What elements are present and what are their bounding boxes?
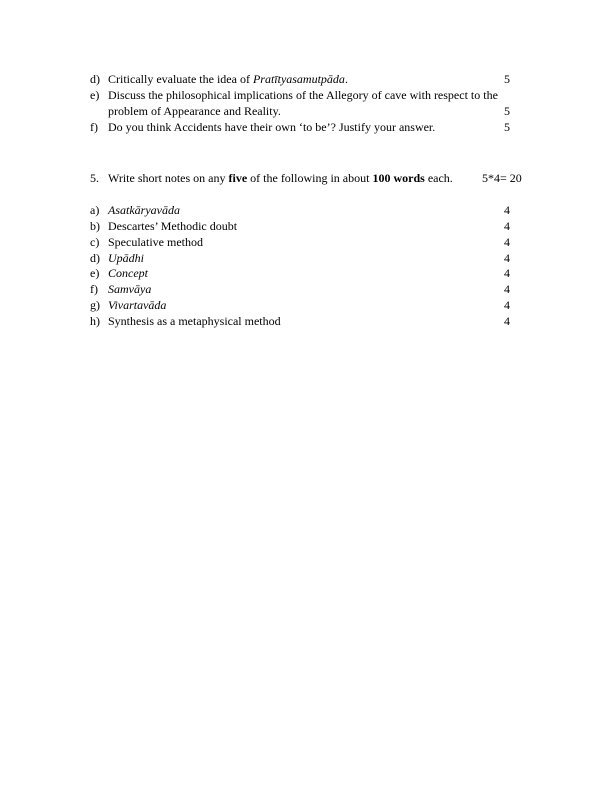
- item-text: Concept: [108, 266, 148, 280]
- item-marks: 4: [504, 251, 510, 265]
- item-marks: 5: [504, 120, 510, 134]
- item-marks: 5: [504, 72, 510, 86]
- item-label: d): [90, 251, 100, 265]
- item-label: g): [90, 298, 100, 312]
- item-label: d): [90, 72, 100, 86]
- question-text-bold1: five: [228, 171, 248, 185]
- question-text-part1: Write short notes on any: [108, 171, 229, 185]
- item-text: Samvāya: [108, 282, 152, 296]
- item-text: Synthesis as a metaphysical method: [108, 314, 281, 328]
- item-punct: .: [344, 72, 348, 86]
- item-marks: 4: [504, 298, 510, 312]
- item-text: [108, 72, 348, 87]
- item-label: f): [90, 120, 98, 134]
- item-marks: 4: [504, 266, 510, 280]
- item-marks: 4: [504, 282, 510, 296]
- question-marks: 5*4= 20: [482, 171, 522, 185]
- item-label: c): [90, 235, 100, 249]
- question-text: [108, 171, 453, 186]
- item-label: f): [90, 282, 98, 296]
- item-label: a): [90, 203, 100, 217]
- item-marks: 4: [504, 203, 510, 217]
- item-text-line2: problem of Appearance and Reality.: [108, 104, 281, 118]
- item-text: Speculative method: [108, 235, 203, 249]
- item-label: e): [90, 88, 100, 102]
- item-text: Do you think Accidents have their own ‘to be’? Justify your answer.: [108, 120, 436, 134]
- item-marks: 5: [504, 104, 510, 118]
- question-text-part2: of the following in about: [247, 171, 373, 185]
- item-marks: 4: [504, 235, 510, 249]
- question-text-part3: each.: [424, 171, 453, 185]
- item-label: h): [90, 314, 100, 328]
- item-label: e): [90, 266, 100, 280]
- item-text: Descartes’ Methodic doubt: [108, 219, 238, 233]
- item-text-main: Critically evaluate the idea of: [108, 72, 253, 86]
- item-marks: 4: [504, 314, 510, 328]
- item-label: b): [90, 219, 100, 233]
- item-text: Upādhi: [108, 251, 144, 265]
- item-marks: 4: [504, 219, 510, 233]
- item-term: Pratītyasamutpāda: [252, 72, 345, 86]
- item-text: Asatkāryavāda: [108, 203, 180, 217]
- question-text-bold2: 100 words: [372, 171, 425, 185]
- item-text-line1: Discuss the philosophical implications of the Allegory of cave with respect to the: [108, 88, 498, 102]
- item-text: Vivartavāda: [108, 298, 167, 312]
- question-number: 5.: [90, 171, 99, 185]
